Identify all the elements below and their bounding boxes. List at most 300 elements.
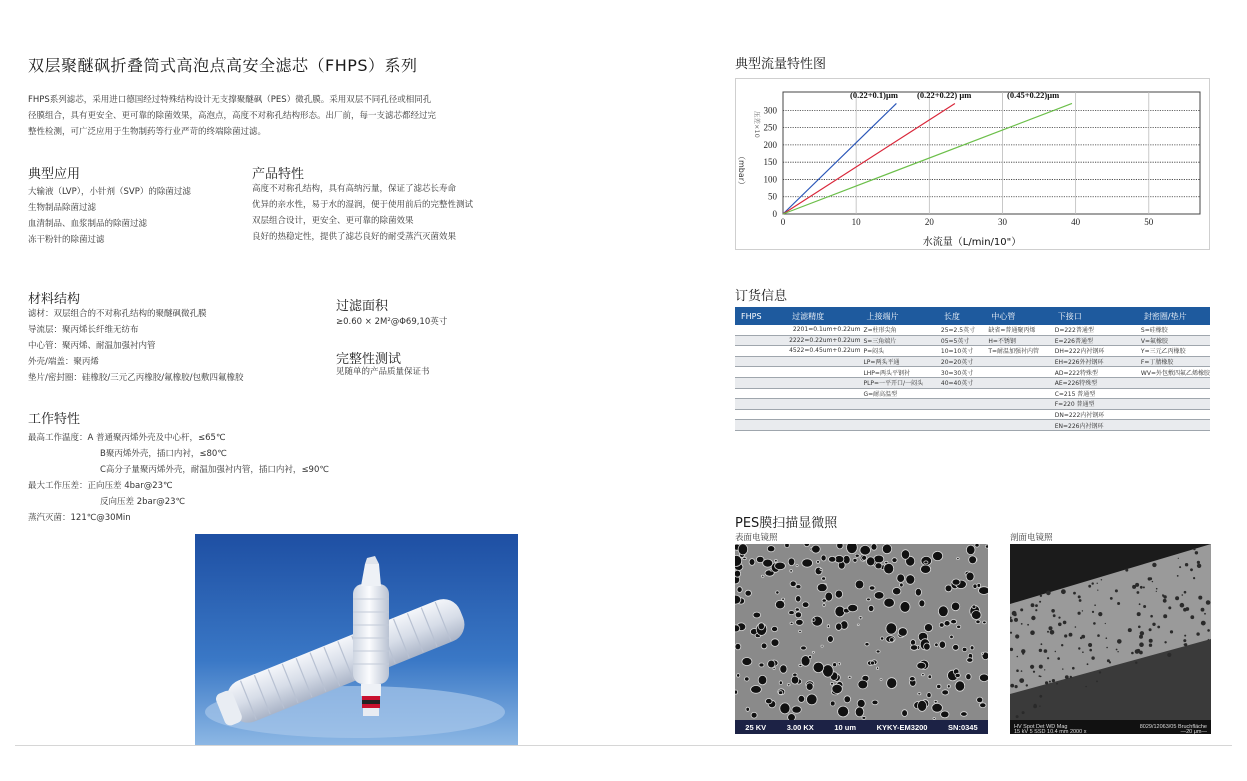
pore-mark — [1185, 563, 1188, 566]
pore-mark — [782, 598, 785, 600]
table-cell: S=硅橡胶 — [1138, 325, 1210, 335]
sem-footer-item: 3.00 KX — [786, 722, 814, 732]
column-header: FHPS — [735, 307, 786, 325]
table-cell: 05=5英寸 — [938, 335, 985, 346]
x-tick-label: 10 — [851, 217, 861, 227]
filter-area-value: ≥0.60 × 2M²@Φ69,10英寸 — [336, 317, 448, 327]
table-cell — [735, 409, 786, 420]
pore-mark — [830, 701, 835, 706]
pore-mark — [1152, 563, 1156, 567]
pore-mark — [1139, 642, 1144, 647]
table-cell: G=耐高温型 — [860, 388, 937, 399]
pore-mark — [945, 585, 952, 592]
working-line: 蒸汽灭菌：121℃@30Min — [28, 513, 131, 523]
surface-label: 表面电镜照 — [735, 533, 778, 543]
pore-mark — [1014, 618, 1018, 622]
sem-footer-item: 8029/12063/05 Bruchfläche — [1139, 724, 1207, 730]
pore-mark — [1021, 623, 1023, 625]
pore-mark — [749, 559, 755, 566]
applications-list — [28, 184, 191, 248]
list-item: 血清制品、血浆制品的除菌过滤 — [28, 219, 148, 229]
pore-mark — [799, 664, 802, 666]
pore-mark — [817, 584, 827, 592]
sem-footer-item: 25 KV — [745, 722, 767, 732]
pore-mark — [922, 674, 925, 676]
pore-mark — [957, 558, 960, 560]
pore-mark — [1016, 669, 1019, 672]
integrity-heading: 完整性测试 — [336, 352, 402, 367]
table-row — [735, 388, 1210, 399]
pore-mark — [898, 628, 907, 637]
list-item: 双层组合设计，更安全、更可靠的除菌效果 — [252, 216, 414, 226]
x-tick-label: 40 — [1071, 217, 1081, 227]
pore-mark — [1139, 603, 1141, 605]
pore-mark — [1044, 649, 1048, 653]
sem-footer-item: —20 μm— — [1180, 728, 1207, 734]
pore-mark — [1085, 686, 1086, 687]
pore-mark — [1091, 656, 1094, 659]
pore-mark — [966, 545, 975, 555]
pore-mark — [1055, 651, 1056, 652]
list-item: 垫片/密封圈：硅橡胶/三元乙丙橡胶/氟橡胶/包敷四氟橡胶 — [28, 373, 244, 383]
pore-mark — [1183, 639, 1186, 642]
legend-entry: (0.45+0.22)μm — [1007, 90, 1060, 100]
pore-mark — [1061, 589, 1066, 594]
pore-mark — [787, 684, 790, 686]
surface-micrograph — [735, 544, 988, 720]
pore-mark — [1096, 681, 1098, 683]
pore-mark — [1039, 695, 1042, 698]
table-cell: LHP=两头平钢衬 — [860, 367, 937, 378]
table-cell — [786, 367, 860, 378]
table-cell: C=215 普通型 — [1052, 388, 1138, 399]
pore-mark — [1010, 632, 1012, 634]
pore-mark — [768, 660, 775, 668]
table-cell: AD=222特殊型 — [1052, 367, 1138, 378]
table-cell: EN=226内衬钢环 — [1052, 420, 1138, 431]
pore-mark — [882, 544, 891, 554]
pore-mark — [758, 623, 764, 630]
applications-heading: 典型应用 — [28, 167, 81, 182]
table-cell: V=氟橡胶 — [1138, 335, 1210, 346]
x-tick-label: 30 — [997, 217, 1007, 227]
section-label: 剖面电镜照 — [1010, 533, 1053, 543]
materials-heading: 材料结构 — [28, 292, 81, 307]
chart-ylabel: （mbar） — [737, 152, 746, 190]
table-row — [735, 335, 1210, 346]
pore-mark — [1135, 583, 1139, 587]
pore-mark — [855, 554, 859, 557]
pore-mark — [1089, 649, 1092, 652]
table-cell — [938, 399, 985, 410]
table-row — [735, 325, 1210, 335]
pore-mark — [775, 600, 784, 609]
pore-mark — [887, 678, 897, 689]
pore-mark — [1046, 591, 1051, 596]
pore-mark — [1197, 564, 1201, 568]
flow-chart-heading: 典型流量特性图 — [735, 57, 827, 72]
pore-mark — [1040, 595, 1042, 597]
pore-mark — [876, 650, 880, 653]
pore-mark — [1020, 608, 1023, 611]
pore-mark — [745, 677, 750, 681]
pore-mark — [1156, 588, 1158, 590]
pore-mark — [1109, 661, 1111, 663]
pore-mark — [1135, 662, 1137, 664]
pore-mark — [900, 583, 904, 587]
table-cell: Z=柱形尖角 — [860, 325, 937, 335]
sem-footer-item: SN:0345 — [948, 722, 978, 732]
pore-mark — [802, 602, 809, 608]
filter-cartridge-image — [195, 534, 518, 745]
pore-mark — [858, 680, 868, 689]
pore-mark — [871, 544, 877, 550]
table-cell: 2222=0.22um+0.22um — [786, 335, 860, 346]
pore-mark — [796, 596, 801, 602]
pore-mark — [976, 620, 980, 624]
pore-mark — [921, 565, 931, 573]
pore-mark — [979, 587, 989, 595]
pore-mark — [947, 685, 950, 688]
pore-mark — [1047, 631, 1049, 633]
table-cell — [735, 388, 786, 399]
pore-mark — [1097, 634, 1100, 637]
pore-mark — [870, 661, 874, 665]
working-line: 反向压差 2bar@23℃ — [100, 497, 186, 507]
pore-mark — [1092, 611, 1094, 613]
pore-mark — [935, 643, 939, 647]
pore-mark — [1049, 626, 1053, 630]
pore-mark — [735, 690, 738, 694]
pore-mark — [827, 625, 829, 628]
pore-mark — [771, 639, 779, 647]
table-cell — [985, 399, 1051, 410]
order-heading: 订货信息 — [735, 289, 788, 304]
pore-mark — [1015, 685, 1018, 688]
sem-footer-item: HV Spot Det WD Mag — [1014, 724, 1068, 730]
pore-mark — [1116, 649, 1118, 651]
pore-mark — [1190, 615, 1194, 619]
pore-mark — [915, 588, 921, 596]
pore-mark — [1033, 671, 1035, 673]
table-cell: EH=226外衬钢环 — [1052, 356, 1138, 367]
table-cell — [735, 377, 786, 388]
pore-mark — [985, 545, 988, 548]
pore-mark — [1064, 634, 1067, 637]
pore-mark — [970, 646, 974, 650]
table-cell: F=220 普通型 — [1052, 399, 1138, 410]
pore-mark — [924, 643, 931, 650]
pore-mark — [1080, 637, 1082, 639]
pore-mark — [1031, 603, 1035, 607]
pore-mark — [1058, 617, 1060, 619]
pore-mark — [806, 683, 813, 691]
pore-mark — [933, 551, 943, 560]
pore-mark — [889, 638, 894, 642]
pore-mark — [1063, 621, 1067, 625]
pore-mark — [869, 586, 875, 590]
pore-mark — [1070, 676, 1072, 678]
table-cell — [786, 420, 860, 431]
pore-mark — [951, 620, 957, 624]
pore-mark — [767, 546, 775, 552]
section-sem-footer-2 — [1010, 728, 1211, 734]
pore-mark — [837, 544, 843, 549]
pore-mark — [1167, 653, 1171, 657]
pore-mark — [1152, 581, 1153, 582]
pore-mark — [1098, 612, 1102, 616]
sem-heading: PES膜扫描显微照 — [735, 516, 838, 531]
pore-mark — [779, 681, 782, 685]
pore-mark — [983, 621, 987, 624]
pore-mark — [1078, 595, 1081, 598]
pore-mark — [822, 577, 826, 580]
pore-mark — [827, 636, 833, 643]
intro-paragraph — [28, 92, 508, 140]
pore-mark — [791, 676, 799, 684]
pore-mark — [893, 588, 901, 595]
pore-mark — [969, 556, 977, 564]
pore-mark — [939, 641, 945, 648]
pore-mark — [918, 693, 921, 695]
x-tick-label: 20 — [924, 217, 934, 227]
table-cell: AE=226特殊型 — [1052, 377, 1138, 388]
pore-mark — [1131, 652, 1134, 655]
section-micrograph — [1010, 544, 1211, 720]
pore-mark — [1175, 596, 1179, 600]
list-item: 冻干粉针的除菌过滤 — [28, 235, 105, 245]
pore-mark — [1197, 561, 1200, 564]
pore-mark — [1149, 644, 1152, 647]
pore-mark — [867, 598, 871, 601]
pore-mark — [1034, 704, 1037, 707]
pore-mark — [1030, 630, 1035, 635]
table-cell — [786, 356, 860, 367]
pore-mark — [838, 706, 849, 717]
pore-mark — [885, 561, 888, 563]
pore-mark — [1093, 622, 1096, 625]
table-cell — [735, 356, 786, 367]
pore-mark — [1057, 657, 1060, 660]
table-cell — [786, 409, 860, 420]
pore-mark — [1208, 639, 1209, 640]
table-cell — [735, 399, 786, 410]
pore-mark — [1039, 675, 1041, 677]
table-cell: F=丁腈橡胶 — [1138, 356, 1210, 367]
pore-mark — [759, 663, 764, 667]
table-cell — [735, 325, 786, 335]
chart-frame — [736, 79, 1210, 250]
table-cell — [985, 409, 1051, 420]
materials-list — [28, 306, 243, 386]
pore-mark — [1019, 678, 1024, 683]
pore-mark — [953, 645, 959, 651]
pore-mark — [832, 684, 842, 693]
pore-mark — [1094, 604, 1096, 606]
pore-mark — [897, 574, 905, 582]
pore-mark — [778, 691, 782, 695]
pore-mark — [1035, 609, 1037, 611]
pore-mark — [980, 703, 986, 708]
table-cell — [786, 377, 860, 388]
table-cell: P=闷头 — [860, 346, 937, 357]
pore-mark — [804, 544, 810, 547]
pore-mark — [1030, 665, 1034, 669]
pore-mark — [848, 604, 858, 611]
pore-mark — [751, 712, 757, 718]
pore-mark — [780, 665, 787, 673]
surface-sem-image — [735, 544, 988, 734]
pore-mark — [1170, 630, 1173, 633]
y-tick-label: 300 — [763, 105, 777, 116]
pore-mark — [1125, 569, 1128, 572]
pore-mark — [1193, 577, 1195, 579]
pore-mark — [1137, 612, 1141, 616]
pore-mark — [918, 700, 927, 711]
pore-mark — [1193, 548, 1195, 550]
pore-mark — [1015, 634, 1019, 638]
pore-mark — [867, 557, 875, 566]
chart-legend — [850, 90, 1059, 100]
pore-mark — [862, 555, 867, 560]
surface-sem-footer — [735, 720, 988, 734]
pore-mark — [761, 643, 767, 649]
pore-mark — [1022, 711, 1025, 714]
pore-mark — [1078, 612, 1081, 615]
table-cell — [938, 409, 985, 420]
pore-mark — [1016, 715, 1019, 718]
list-item: 中心管：聚丙烯、耐温加强衬内管 — [28, 341, 156, 351]
pore-mark — [1117, 602, 1120, 605]
column-header: 下接口 — [1052, 307, 1138, 325]
pore-mark — [1010, 684, 1014, 688]
list-item: 大输液（LVP），小针剂（SVP）的除菌过滤 — [28, 187, 191, 197]
pore-mark — [835, 590, 842, 598]
list-item: 生物制品除菌过滤 — [28, 203, 97, 213]
table-cell: 10=10英寸 — [938, 346, 985, 357]
pore-mark — [1150, 615, 1153, 618]
pore-mark — [795, 608, 799, 611]
pore-mark — [796, 619, 804, 625]
pore-mark — [884, 598, 895, 607]
pore-mark — [1069, 633, 1073, 637]
pore-mark — [892, 558, 897, 563]
pore-mark — [1196, 632, 1199, 635]
table-cell — [1138, 388, 1210, 399]
pore-mark — [1099, 671, 1101, 673]
pore-mark — [735, 643, 741, 649]
pore-mark — [785, 544, 790, 548]
pore-mark — [934, 700, 937, 703]
pore-mark — [1149, 577, 1152, 580]
pore-mark — [1149, 628, 1152, 631]
pore-mark — [775, 559, 778, 562]
x-tick-label: 0 — [780, 217, 786, 227]
table-cell — [985, 420, 1051, 431]
sem-footer-item: 10 um — [834, 722, 857, 732]
list-item: 滤材：双层组合的不对称孔结构的聚醚砜微孔膜 — [28, 309, 207, 319]
intro-line: 整性检测，可广泛应用于生物制药等行业严苛的终端除菌过滤。 — [28, 127, 267, 137]
flow-chart — [735, 78, 1210, 250]
table-cell: D=222普通型 — [1052, 325, 1138, 335]
pore-mark — [823, 665, 834, 677]
pore-mark — [790, 570, 793, 573]
pore-mark — [941, 711, 949, 718]
pore-mark — [1058, 623, 1062, 627]
pore-mark — [802, 559, 813, 567]
pore-mark — [939, 623, 944, 628]
table-cell — [735, 346, 786, 357]
table-cell — [1138, 409, 1210, 420]
table-row — [735, 409, 1210, 420]
pore-mark — [1073, 592, 1076, 595]
pore-mark — [1047, 657, 1049, 659]
sem-footer-item: 15 kV 5 SSD 10.4 mm 2000 x — [1014, 728, 1087, 734]
list-item: 外壳/端盖：聚丙烯 — [28, 357, 99, 367]
pore-mark — [928, 675, 932, 679]
pore-mark — [738, 544, 748, 555]
pore-mark — [1014, 613, 1017, 616]
pore-mark — [825, 592, 833, 601]
pore-mark — [1163, 599, 1167, 603]
table-cell — [985, 356, 1051, 367]
chart-xlabel: 水流量（L/min/10"） — [922, 237, 1022, 248]
pore-mark — [796, 565, 798, 567]
pore-mark — [761, 575, 764, 577]
pore-mark — [874, 592, 884, 600]
pore-mark — [1092, 582, 1094, 584]
pore-mark — [857, 699, 865, 707]
table-cell — [985, 377, 1051, 388]
pore-mark — [798, 695, 805, 702]
list-item: 优异的亲水性，易于水的湿润，便于使用前后的完整性测试 — [252, 200, 474, 210]
pore-mark — [860, 545, 871, 555]
table-cell: LP=两头平通 — [860, 356, 937, 367]
pore-mark — [1117, 639, 1122, 644]
flow-chart-svg — [735, 78, 1210, 250]
order-header-row — [735, 307, 1210, 325]
table-row — [735, 377, 1210, 388]
table-cell — [1138, 399, 1210, 410]
pore-mark — [817, 561, 820, 564]
table-cell — [938, 388, 985, 399]
pore-mark — [789, 611, 795, 615]
pore-mark — [1152, 623, 1155, 626]
pore-mark — [957, 625, 961, 628]
pore-mark — [865, 643, 869, 646]
pore-mark — [1140, 631, 1144, 635]
pore-mark — [1115, 589, 1118, 592]
pore-mark — [796, 585, 801, 589]
pore-mark — [1049, 681, 1051, 683]
features-heading: 产品特性 — [252, 167, 305, 182]
pore-mark — [967, 658, 973, 663]
pore-mark — [1143, 586, 1145, 588]
pore-mark — [1021, 670, 1023, 672]
pore-mark — [966, 572, 974, 581]
table-row — [735, 356, 1210, 367]
pore-mark — [961, 712, 968, 717]
section-sem-image — [1010, 544, 1211, 734]
pore-mark — [823, 604, 825, 607]
pore-mark — [844, 696, 851, 703]
pore-mark — [1110, 597, 1113, 600]
pore-mark — [1185, 607, 1189, 611]
pore-mark — [977, 697, 983, 703]
column-header: 过滤精度 — [786, 307, 860, 325]
y-tick-label: 50 — [768, 191, 777, 202]
pore-mark — [775, 562, 786, 570]
